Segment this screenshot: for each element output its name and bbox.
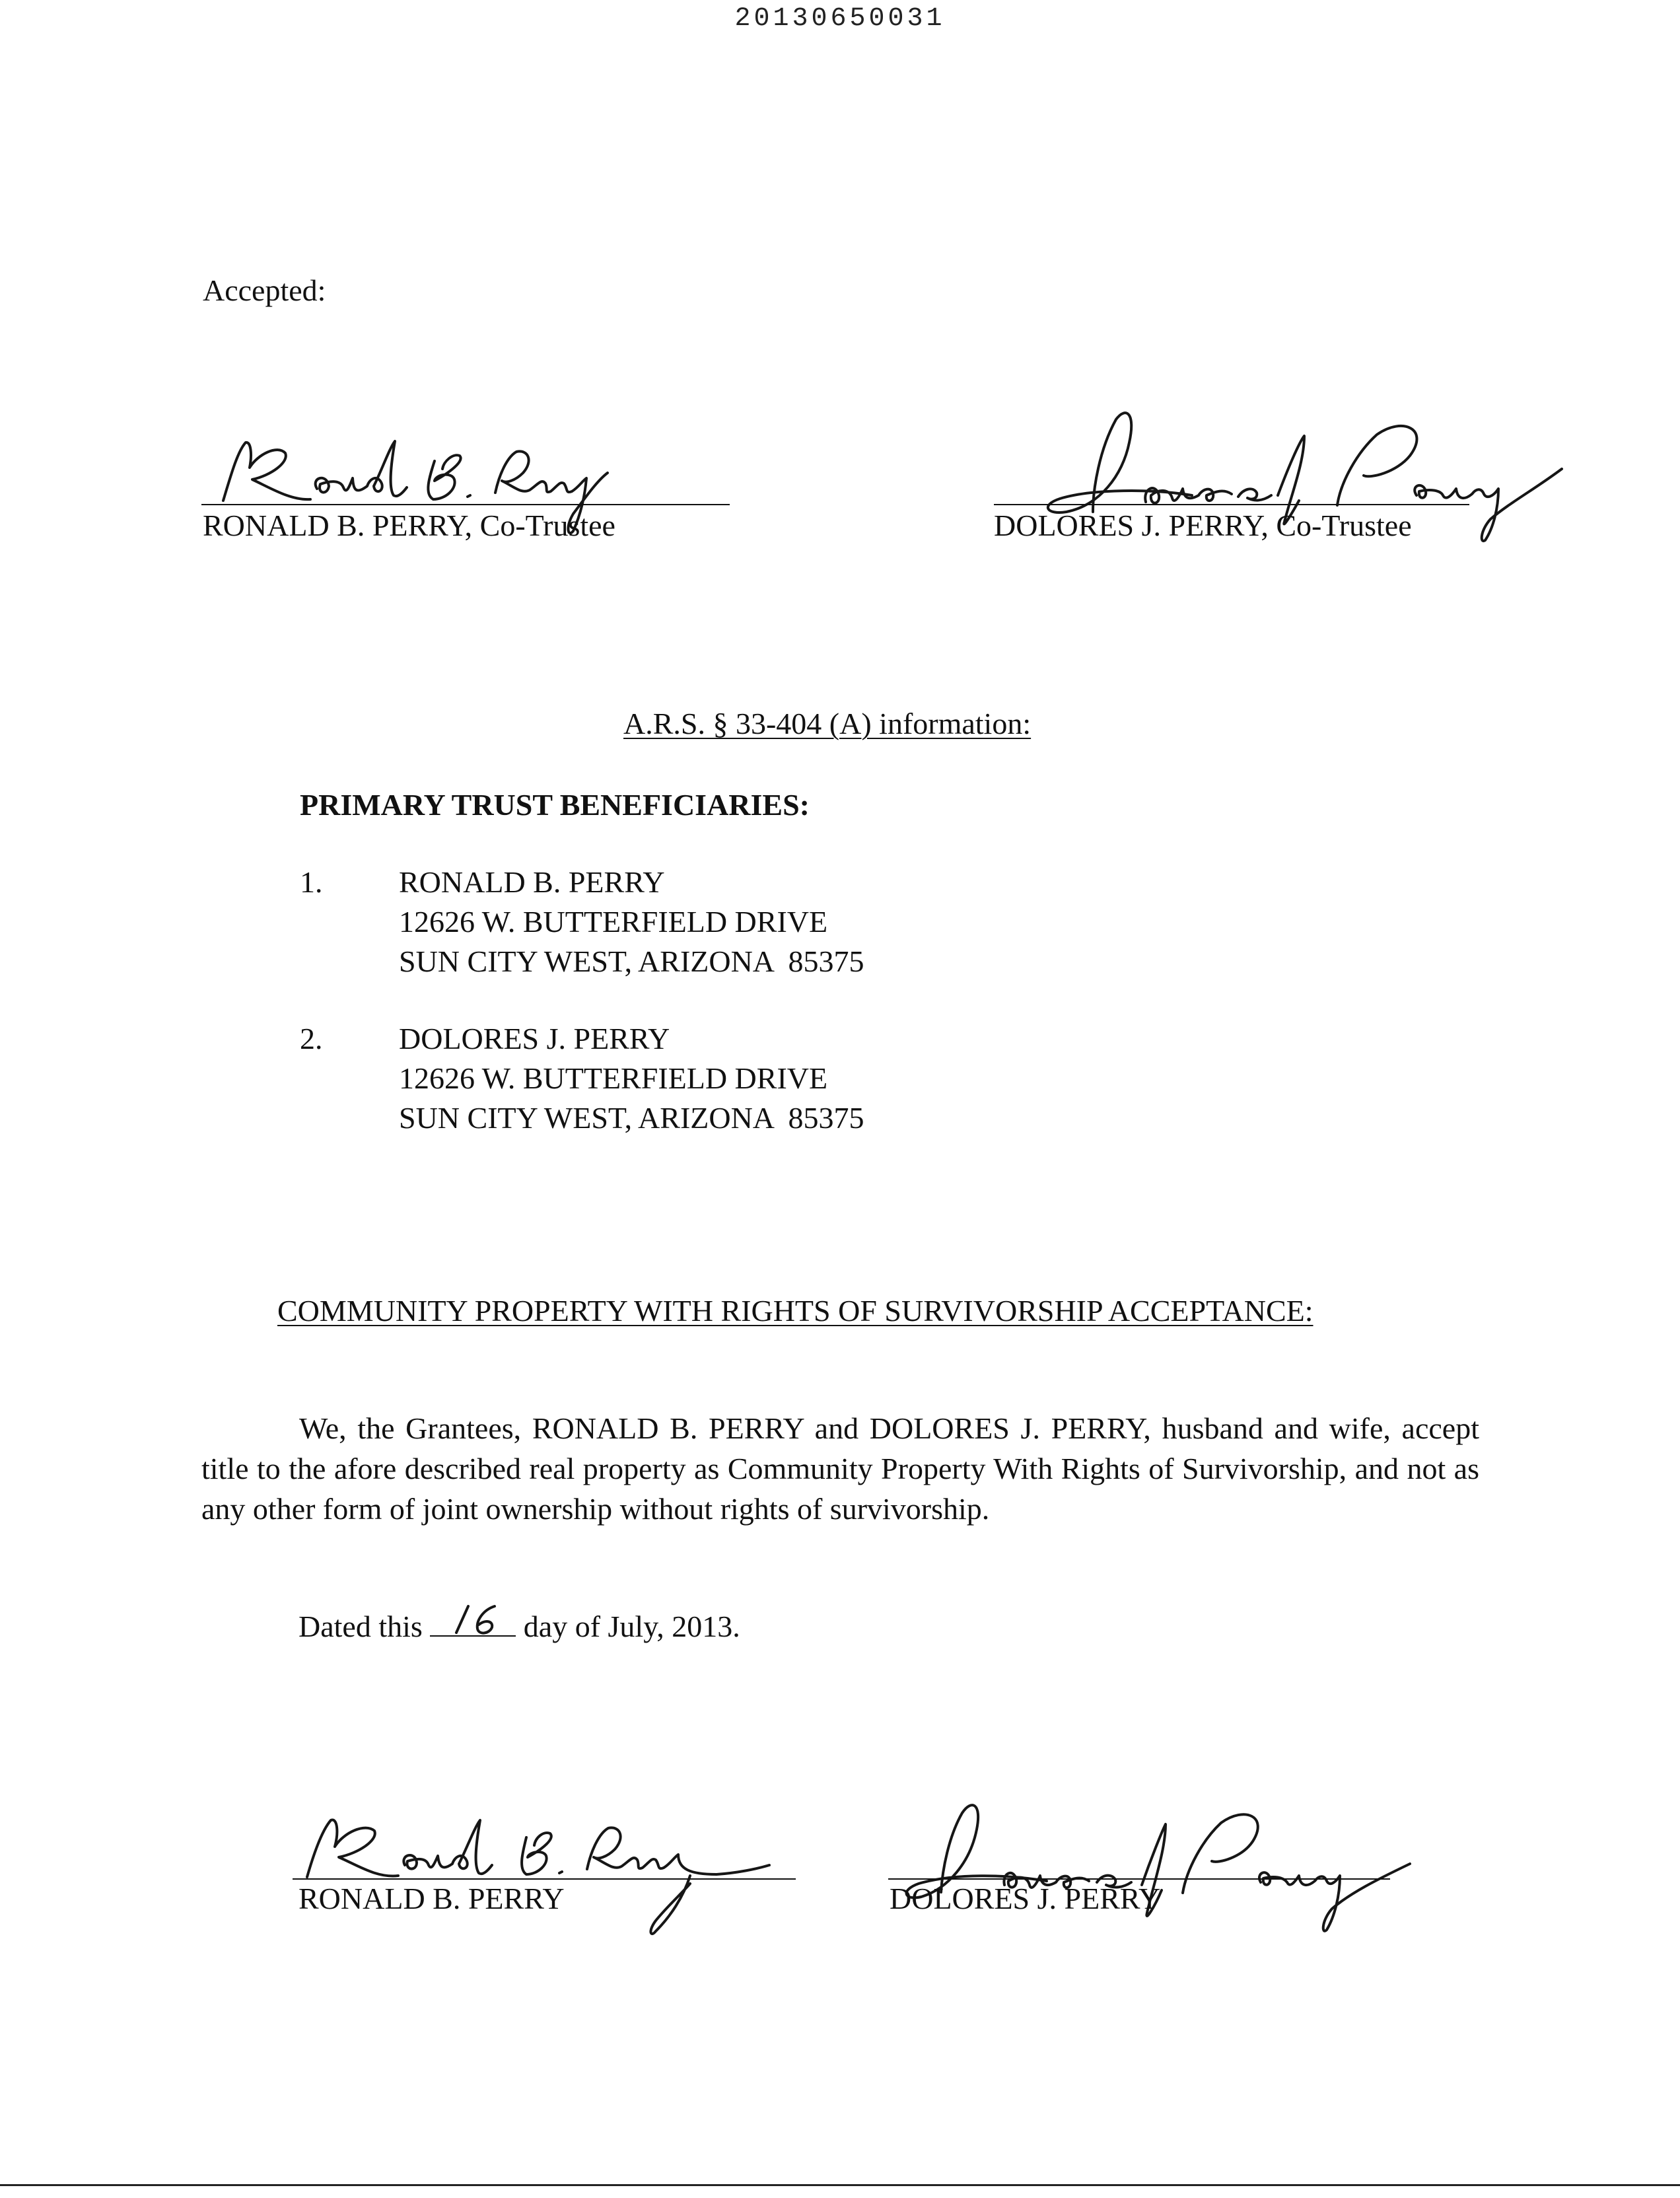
ars-heading: A.R.S. § 33-404 (A) information:	[623, 707, 1032, 740]
grantee-name-1: RONALD B. PERRY	[298, 1882, 565, 1915]
dated-suffix: day of July, 2013.	[523, 1610, 740, 1643]
page-bottom-rule	[0, 2184, 1680, 2186]
beneficiary-address-line-2: SUN CITY WEST, ARIZONA 85375	[399, 944, 864, 978]
community-property-heading: COMMUNITY PROPERTY WITH RIGHTS OF SURVIVORSHIP ACCEPTANCE:	[277, 1294, 1313, 1328]
dated-day-handwritten	[430, 1601, 516, 1641]
beneficiary-number: 1.	[300, 865, 323, 899]
beneficiary-name: DOLORES J. PERRY	[399, 1022, 670, 1055]
signature-line	[201, 504, 730, 505]
dated-line	[298, 1607, 740, 1647]
signature-dolores-perry-grantee	[888, 1777, 1436, 1948]
recording-number: 20130650031	[734, 4, 946, 34]
accepted-label: Accepted:	[203, 273, 326, 307]
dated-prefix: Dated this	[298, 1610, 423, 1643]
trustee-name-1: RONALD B. PERRY, Co-Trustee	[203, 509, 615, 542]
beneficiary-address-line-1: 12626 W. BUTTERFIELD DRIVE	[399, 905, 828, 939]
trustee-name-2: DOLORES J. PERRY, Co-Trustee	[994, 509, 1412, 542]
acceptance-paragraph	[201, 1408, 1479, 1529]
signature-line	[994, 504, 1469, 505]
dated-day-blank	[430, 1609, 516, 1637]
beneficiary-address-line-1: 12626 W. BUTTERFIELD DRIVE	[399, 1061, 828, 1095]
grantee-name-2: DOLORES J. PERRY	[890, 1882, 1161, 1915]
beneficiary-name: RONALD B. PERRY	[399, 865, 665, 899]
beneficiary-address-line-2: SUN CITY WEST, ARIZONA 85375	[399, 1101, 864, 1135]
signature-ronald-perry-grantee	[294, 1791, 809, 1943]
beneficiaries-heading: PRIMARY TRUST BENEFICIARIES:	[300, 788, 810, 822]
acceptance-paragraph-text: We, the Grantees, RONALD B. PERRY and DOLORES J. PERRY, husband and wife, accept title to the afore described real property as Community Property With Rights of Survivorship, and not as any other form of joint ownership without rights of survivorship.	[201, 1411, 1479, 1526]
beneficiary-number: 2.	[300, 1022, 323, 1055]
